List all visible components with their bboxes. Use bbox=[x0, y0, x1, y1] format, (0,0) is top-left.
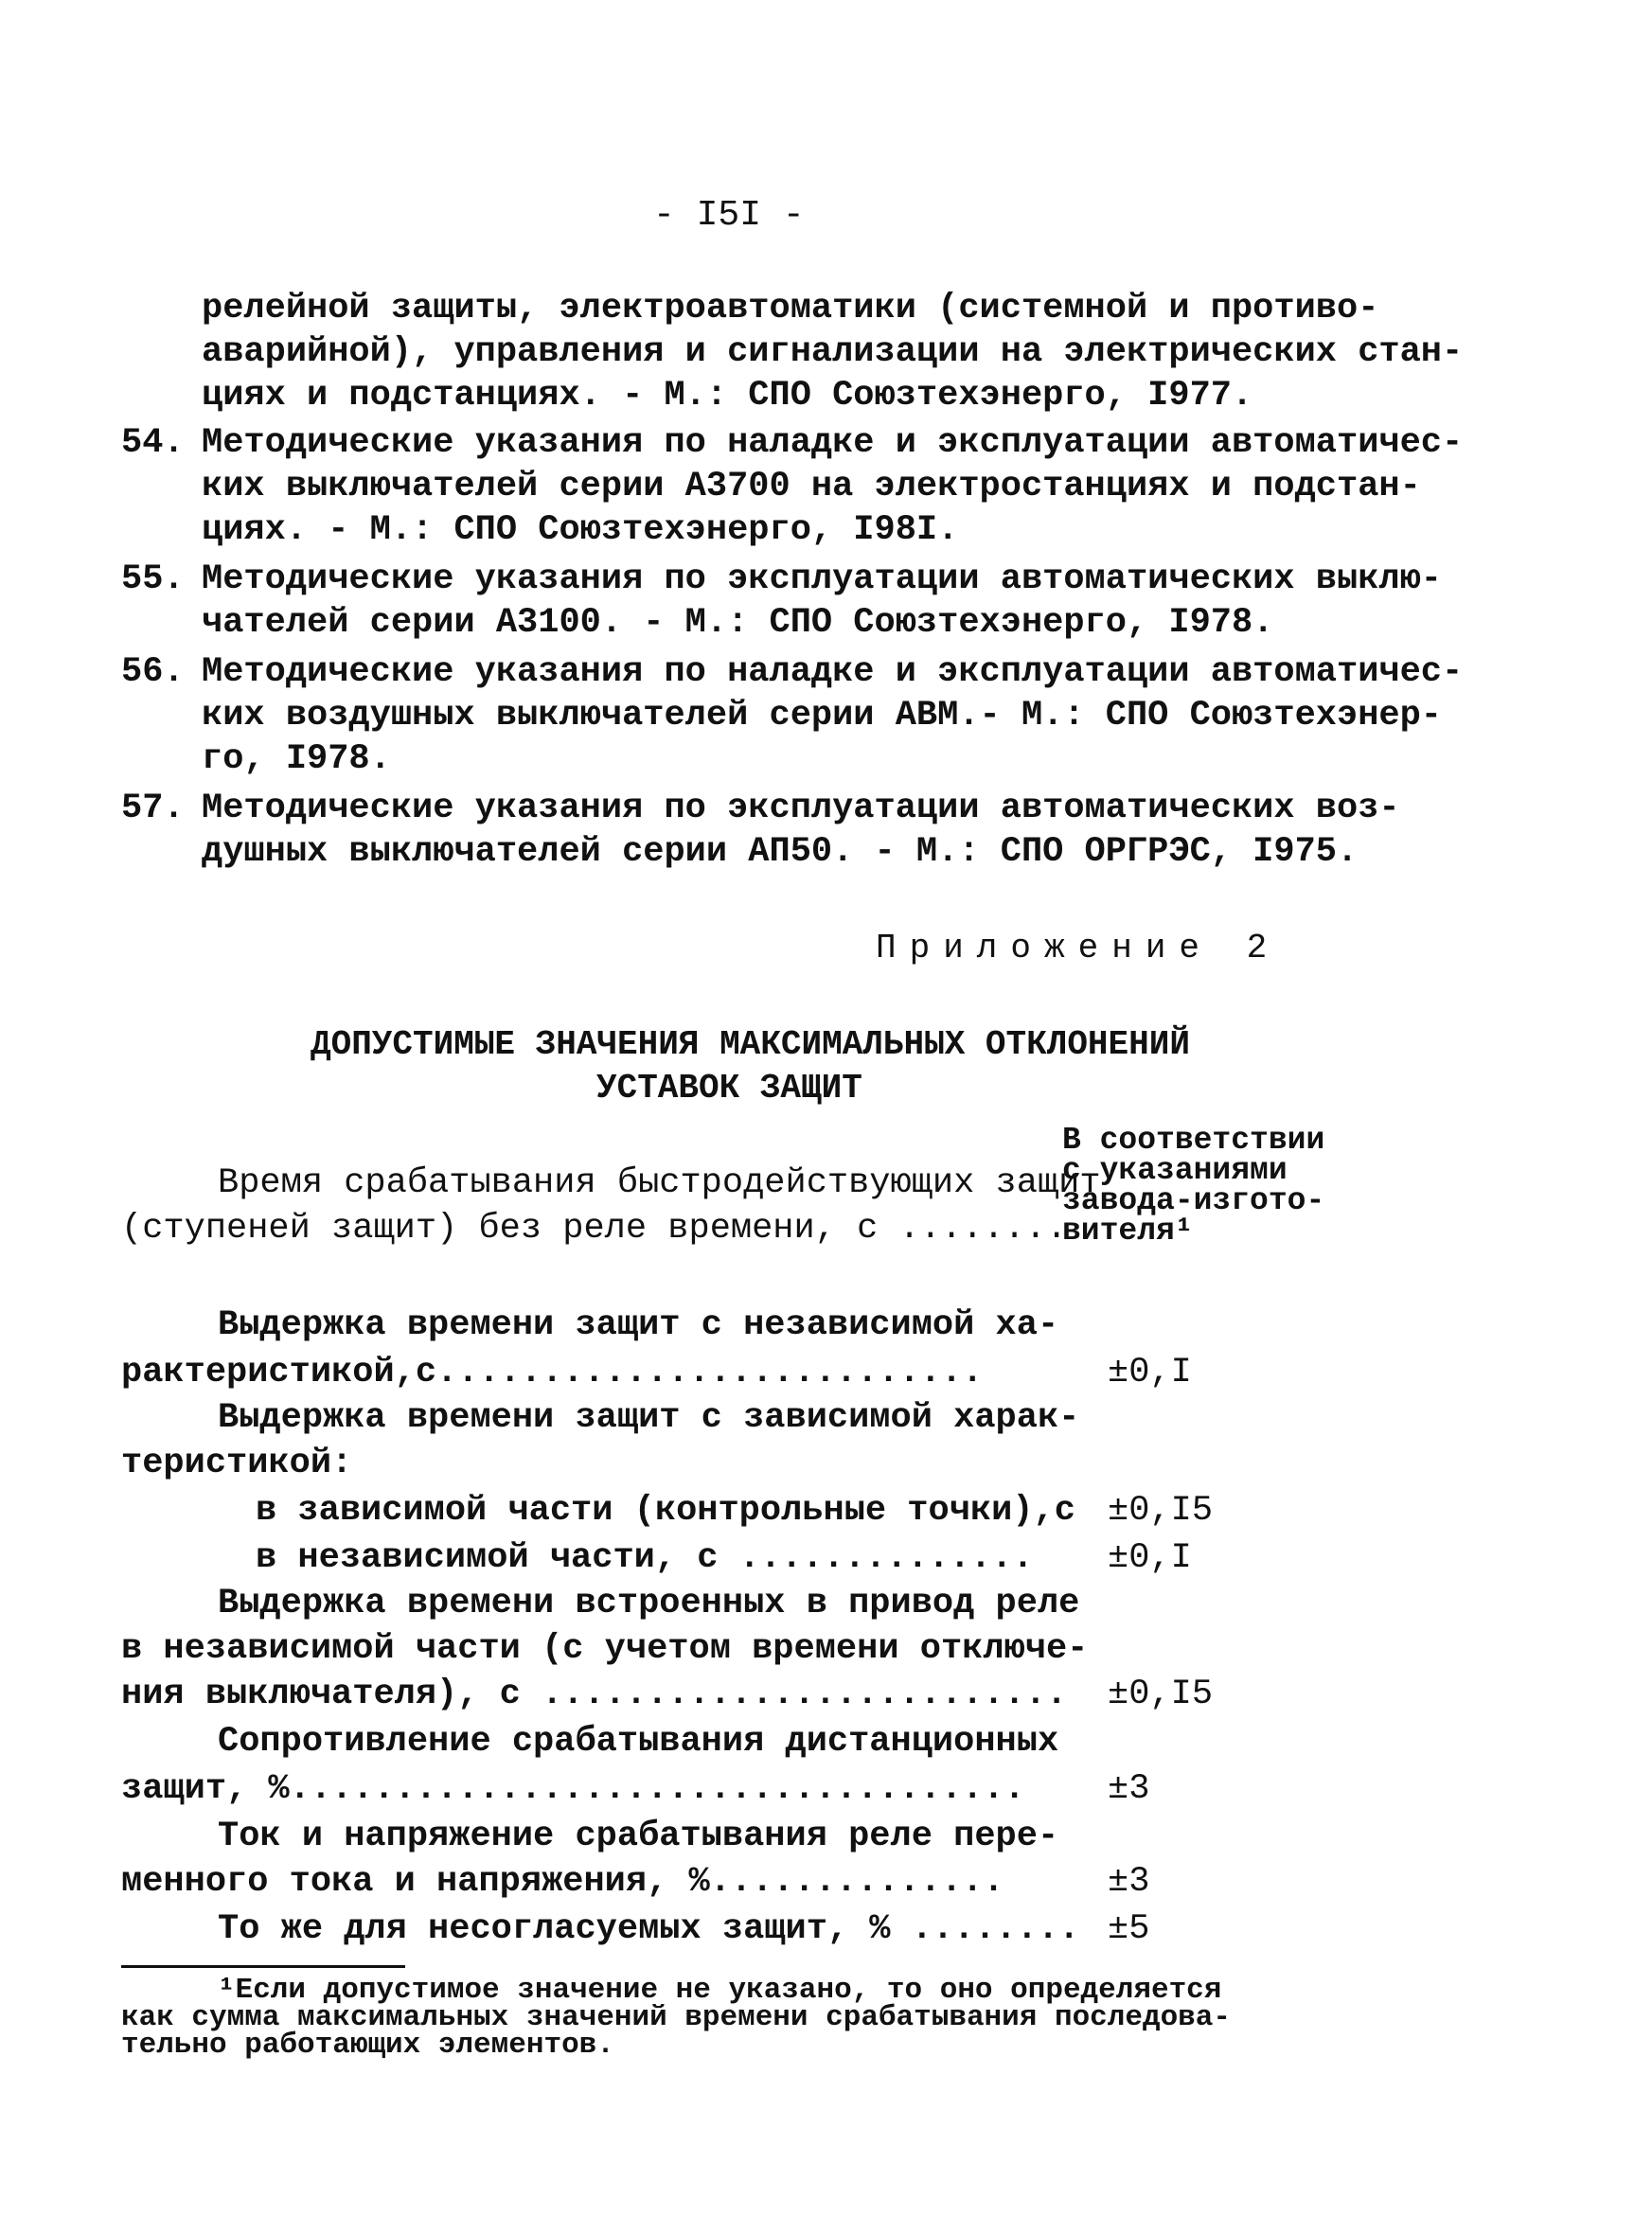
reference-number-54: 54. bbox=[121, 423, 185, 463]
row-label: Время срабатывания быстродействующих защит bbox=[218, 1163, 1101, 1203]
row-value: ±5 bbox=[1108, 1909, 1150, 1949]
row-label: Сопротивление срабатывания дистанционных bbox=[218, 1722, 1059, 1762]
reference-line: чателей серии А3100. - М.: СПО Союзтехэнерго, I978. bbox=[202, 603, 1274, 643]
footnote-line: ¹Если допустимое значение не указано, то оно определяется bbox=[218, 1974, 1222, 2007]
footnote-line: как сумма максимальных значений времени срабатывания последова- bbox=[121, 2001, 1231, 2034]
appendix-title: ДОПУСТИМЫЕ ЗНАЧЕНИЯ МАКСИМАЛЬНЫХ ОТКЛОНЕНИЙ bbox=[311, 1025, 1190, 1064]
reference-line: Методические указания по эксплуатации автоматических воз- bbox=[202, 789, 1400, 828]
row-label: теристикой: bbox=[121, 1444, 353, 1483]
reference-line: Методические указания по наладке и эксплуатации автоматичес- bbox=[202, 423, 1464, 463]
reference-line: Методические указания по эксплуатации автоматических выклю- bbox=[202, 559, 1443, 599]
row-value: ±0,I5 bbox=[1108, 1491, 1214, 1531]
row-value: ±3 bbox=[1108, 1769, 1150, 1809]
reference-line: душных выключателей серии АП50. - М.: СПО ОРГРЭС, I975. bbox=[202, 832, 1359, 872]
row-value: ±3 bbox=[1108, 1862, 1150, 1902]
page-number: - I5I - bbox=[653, 195, 805, 236]
reference-line: ких воздушных выключателей серии АВМ.- М.: СПО Союзтехэнер- bbox=[202, 696, 1443, 736]
row-label: в зависимой части (контрольные точки),с bbox=[256, 1491, 1075, 1531]
row-label: Ток и напряжение срабатывания реле пере- bbox=[218, 1817, 1059, 1856]
row-label: защит, %................................... bbox=[121, 1769, 1025, 1809]
reference-line: циях. - М.: СПО Союзтехэнерго, I98I. bbox=[202, 510, 959, 550]
reference-continuation-line: циях и подстанциях. - М.: СПО Союзтехэнерго, I977. bbox=[202, 376, 1253, 416]
row-value: вителя¹ bbox=[1062, 1214, 1194, 1249]
row-label: рактеристикой,с.......................... bbox=[121, 1353, 984, 1392]
footnote-line: тельно работающих элементов. bbox=[121, 2029, 614, 2062]
reference-continuation-line: аварийной), управления и сигнализации на электрических стан- bbox=[202, 332, 1464, 372]
reference-number-55: 55. bbox=[121, 559, 185, 599]
row-value: завода-изгото- bbox=[1062, 1183, 1325, 1218]
appendix-subtitle: УСТАВОК ЗАЩИТ bbox=[596, 1069, 862, 1108]
row-label: Выдержка времени защит с независимой ха- bbox=[218, 1305, 1059, 1345]
row-value: ±0,I bbox=[1108, 1538, 1192, 1578]
row-label: Выдержка времени защит с зависимой харак- bbox=[218, 1398, 1080, 1438]
reference-line: ких выключателей серии А3700 на электростанциях и подстан- bbox=[202, 467, 1421, 506]
row-label: Выдержка времени встроенных в привод реле bbox=[218, 1584, 1080, 1623]
reference-line: го, I978. bbox=[202, 739, 391, 779]
row-label: менного тока и напряжения, %.............. bbox=[121, 1862, 1004, 1902]
footnote-rule bbox=[121, 1965, 405, 1968]
reference-number-56: 56. bbox=[121, 652, 185, 692]
row-value: ±0,I bbox=[1108, 1353, 1192, 1392]
row-label: в независимой части, с .............. bbox=[256, 1538, 1034, 1578]
row-label: (ступеней защит) без реле времени, с ........ bbox=[121, 1209, 1068, 1249]
row-label: ния выключателя), с ......................... bbox=[121, 1675, 1068, 1714]
row-value: с указаниями bbox=[1062, 1153, 1288, 1188]
row-value: ±0,I5 bbox=[1108, 1675, 1214, 1714]
reference-continuation-line: релейной защиты, электроавтоматики (системной и противо- bbox=[202, 289, 1379, 328]
reference-number-57: 57. bbox=[121, 789, 185, 828]
row-label: в независимой части (с учетом времени отключе- bbox=[121, 1629, 1089, 1669]
row-value: В соответствии bbox=[1062, 1123, 1325, 1158]
appendix-label: Приложение 2 bbox=[876, 929, 1281, 967]
reference-line: Методические указания по наладке и эксплуатации автоматичес- bbox=[202, 652, 1464, 692]
row-label: То же для несогласуемых защит, % ........ bbox=[218, 1909, 1080, 1949]
